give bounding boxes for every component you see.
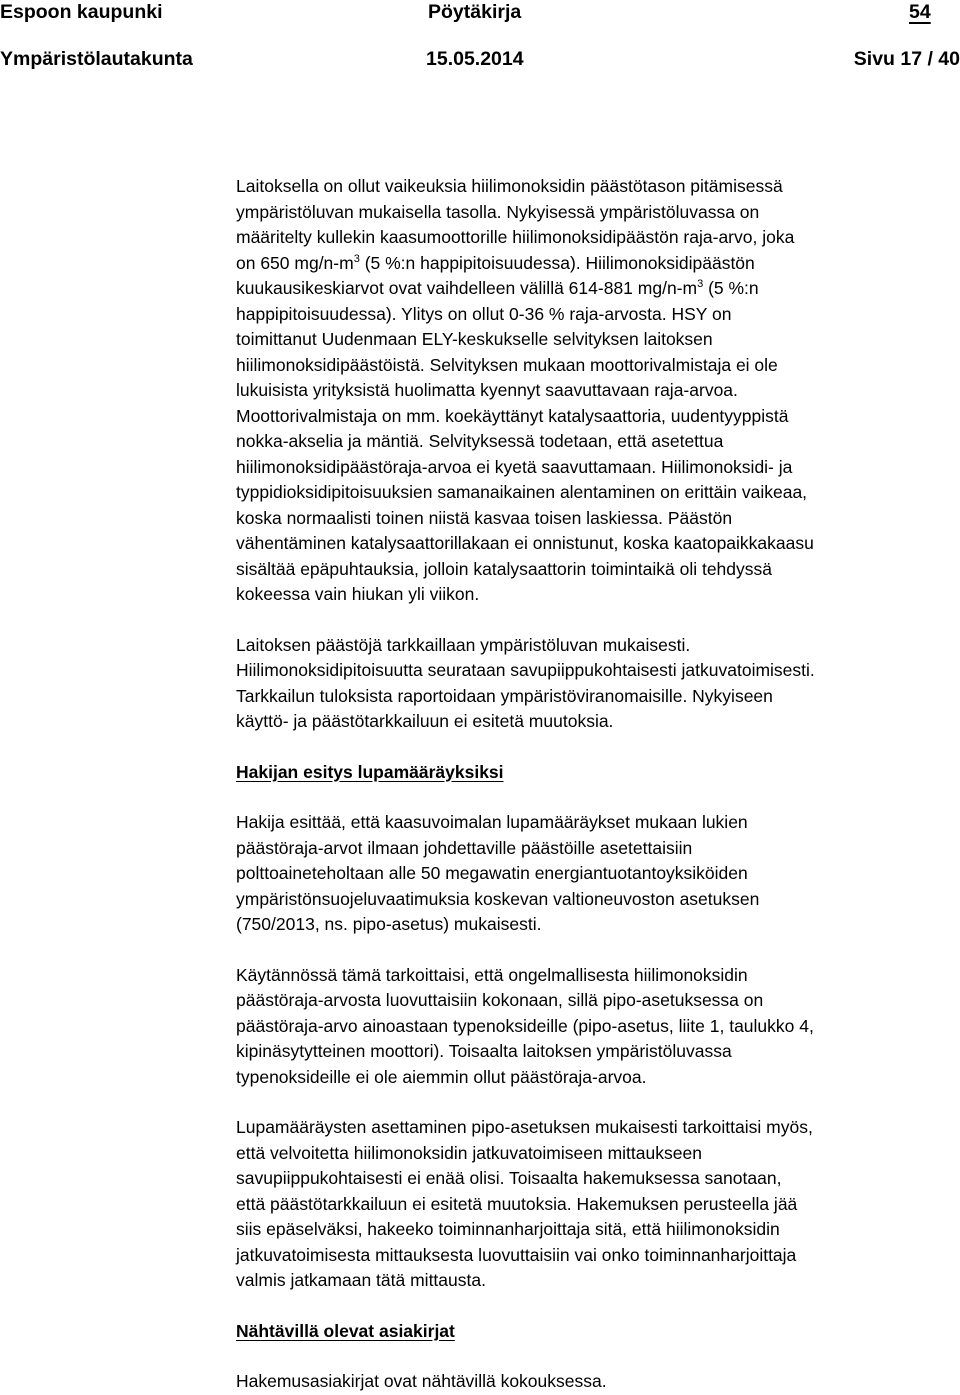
text-line: kuukausikeskiarvot ovat vaihdelleen välillä 614-881 $mg/n-m^3$ (5 %:n — [236, 278, 759, 298]
text-line: typenoksideille ei ole aiemmin ollut päästöraja-arvoa. — [236, 1066, 647, 1087]
text-line: sisältää epäpuhtauksia, jolloin katalysaattorin toimintaikä oli tehdyssä — [236, 558, 772, 579]
page-header — [0, 0, 960, 80]
committee-name: Ympäristölautakunta — [0, 48, 193, 70]
text-line: lukuisista yrityksistä huolimatta kyennyt saavuttavaan raja-arvoa. — [236, 380, 738, 400]
document-body — [236, 174, 960, 1395]
superscript: 3 — [697, 278, 704, 290]
paragraph-monitoring — [236, 633, 960, 735]
text-line: savupiippukohtaisesti ei enää olisi. Toisaalta hakemuksessa sanotaan, — [236, 1168, 782, 1188]
text-line: Hakija esittää, että kaasuvoimalan lupamääräykset mukaan lukien — [236, 812, 748, 832]
text-line: siis epäselväksi, hakeeko toiminnanharjoittaja sitä, että hiilimonoksidin — [236, 1219, 780, 1239]
document-type: Pöytäkirja — [428, 1, 522, 23]
text-line: ympäristöluvan mukaisella tasolla. Nykyisessä ympäristöluvassa on — [236, 201, 760, 222]
text-line: toimittanut Uudenmaan ELY-keskukselle selvityksen laitoksen — [236, 329, 713, 349]
text-line: Moottorivalmistaja on mm. koekäyttänyt katalysaattoria, uudentyyppistä — [236, 405, 789, 426]
paragraph-documents-available — [236, 1369, 960, 1395]
text-line: päästöraja-arvo ainoastaan typenoksideille (pipo-asetus, liite 1, taulukko 4, — [236, 1015, 814, 1036]
text-line: kipinäsytytteinen moottori). Toisaalta laitoksen ympäristöluvassa — [236, 1041, 732, 1061]
text-line: jatkuvatoimisesta mittauksesta luovuttaisiin vai onko toiminnanharjoittaja — [236, 1244, 797, 1265]
text-line: Hiilimonoksidipitoisuutta seurataan savupiippukohtaisesti jatkuvatoimisesti. — [236, 660, 815, 680]
text-line: happipitoisuudessa). Ylitys on ollut 0-36 % raja-arvosta. HSY on — [236, 303, 732, 324]
paragraph-measurement-obligation — [236, 1115, 960, 1294]
paragraph-emission-issues — [236, 174, 960, 608]
text-line: Laitoksen päästöjä tarkkaillaan ympäristöluvan mukaisesti. — [236, 634, 691, 655]
text-line: päästöraja-arvosta luovuttaisiin kokonaan, sillä pipo-asetuksessa on — [236, 990, 764, 1010]
text-line: (750/2013, ns. pipo-asetus) mukaisesti. — [236, 914, 542, 934]
text-line: Hakemusasiakirjat ovat nähtävillä kokouksessa. — [236, 1371, 607, 1391]
text-line: on 650 $mg/n-m^3$ (5 %:n happipitoisuudessa). Hiilimonoksidipäästön — [236, 252, 755, 273]
text-line: että velvoitetta hiilimonoksidin jatkuvatoimiseen mittaukseen — [236, 1142, 702, 1163]
section-number: 54 — [909, 1, 931, 23]
text-line: hiilimonoksidipäästöistä. Selvityksen mukaan moottorivalmistaja ei ole — [236, 354, 778, 375]
text-line: nokka-akselia ja mäntiä. Selvityksessä todetaan, että asetettua — [236, 431, 724, 451]
text-line: Tarkkailun tuloksista raportoidaan ympäristöviranomaisille. Nykyiseen — [236, 685, 773, 706]
text-line: valmis jatkamaan tätä mittausta. — [236, 1270, 486, 1290]
text-line: polttoaineteholtaan alle 50 megawatin energiantuotantoyksiköiden — [236, 863, 748, 883]
section-heading-applicant-proposal: Hakijan esitys lupamääräyksiksi — [236, 761, 504, 782]
text-line: typpidioksidipitoisuuksien samanaikainen alentaminen on erittäin vaikeaa, — [236, 482, 808, 502]
paragraph-applicant-proposal — [236, 810, 960, 938]
section-heading-documents: Nähtävillä olevat asiakirjat — [236, 1320, 455, 1341]
text-line: ympäristönsuojeluvaatimuksia koskevan valtioneuvoston asetuksen — [236, 888, 760, 909]
meeting-date: 15.05.2014 — [426, 48, 524, 70]
page-number: Sivu 17 / 40 — [853, 48, 960, 70]
text-line: Käytännössä tämä tarkoittaisi, että ongelmallisesta hiilimonoksidin — [236, 964, 748, 985]
text-line: käyttö- ja päästötarkkailuun ei esitetä muutoksia. — [236, 711, 614, 731]
superscript: 3 — [353, 252, 360, 265]
text-line: hiilimonoksidipäästöraja-arvoa ei kyetä saavuttamaan. Hiilimonoksidi- ja — [236, 456, 793, 477]
paragraph-practical-meaning — [236, 963, 960, 1091]
text-line: määritelty kullekin kaasumoottorille hiilimonoksidipäästön raja-arvo, joka — [236, 227, 795, 247]
text-line: että päästötarkkailuun ei esitetä muutoksia. Hakemuksen perusteella jää — [236, 1193, 798, 1214]
text-line: vähentäminen katalysaattorillakaan ei onnistunut, koska kaatopaikkakaasu — [236, 533, 814, 553]
text-line: Lupamääräysten asettaminen pipo-asetuksen mukaisesti tarkoittaisi myös, — [236, 1117, 813, 1137]
text-line: Laitoksella on ollut vaikeuksia hiilimonoksidin päästötason pitämisessä — [236, 176, 783, 196]
organization-name: Espoon kaupunki — [0, 1, 163, 23]
text-line: päästöraja-arvot ilmaan johdettaville päästöille asetettaisiin — [236, 837, 693, 858]
text-line: koska normaalisti toinen niistä kasvaa toisen laskiessa. Päästön — [236, 507, 733, 528]
text-line: kokeessa vain hiukan yli viikon. — [236, 584, 480, 604]
